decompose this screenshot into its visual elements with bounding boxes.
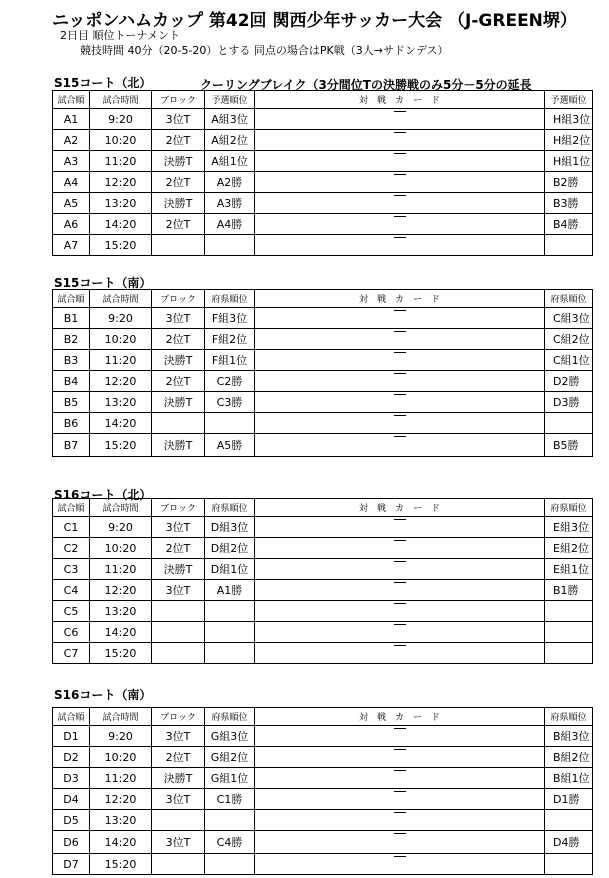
- right-team-cell: H組1位: [545, 151, 593, 172]
- right-team-cell: [545, 601, 593, 622]
- block-cell: 3位T: [152, 517, 205, 538]
- versus-dash: [394, 603, 406, 604]
- versus-dash: [394, 582, 406, 583]
- column-header: 対 戦 カ ー ド: [255, 708, 545, 726]
- versus-dash: [394, 195, 406, 196]
- block-cell: [152, 622, 205, 643]
- versus-dash: [394, 540, 406, 541]
- versus-dash: [394, 352, 406, 353]
- block-cell: 2位T: [152, 747, 205, 768]
- match-card-cell: [255, 235, 545, 256]
- match-time: 13:20: [90, 392, 152, 413]
- table-row: [53, 517, 593, 538]
- block-cell: 2位T: [152, 172, 205, 193]
- left-team-cell: F組1位: [205, 350, 255, 371]
- block-cell: 3位T: [152, 831, 205, 854]
- versus-dash: [394, 237, 406, 238]
- table-row: [53, 130, 593, 151]
- versus-dash: [394, 833, 406, 834]
- match-number: D2: [53, 747, 90, 768]
- match-number: A1: [53, 109, 90, 130]
- match-time: 14:20: [90, 214, 152, 235]
- table-row: [53, 789, 593, 810]
- match-card-cell: [255, 308, 545, 329]
- versus-dash: [394, 310, 406, 311]
- match-time: 15:20: [90, 643, 152, 664]
- block-cell: 2位T: [152, 214, 205, 235]
- left-team-cell: G組3位: [205, 726, 255, 747]
- schedule-table: [52, 498, 593, 664]
- right-team-cell: [545, 810, 593, 831]
- cooling-break-note: クーリングブレイク（3分間位Tの決勝戦のみ5分－5分の延長: [200, 78, 532, 92]
- block-cell: 決勝T: [152, 392, 205, 413]
- left-team-cell: [205, 622, 255, 643]
- match-time: 11:20: [90, 768, 152, 789]
- right-team-cell: B2勝: [545, 172, 593, 193]
- column-header: 試合時間: [90, 91, 152, 109]
- versus-dash: [394, 331, 406, 332]
- match-time: 15:20: [90, 235, 152, 256]
- versus-dash: [394, 111, 406, 112]
- block-cell: 決勝T: [152, 559, 205, 580]
- right-team-cell: H組3位: [545, 109, 593, 130]
- match-number: A6: [53, 214, 90, 235]
- match-time: 10:20: [90, 538, 152, 559]
- table-row: [53, 434, 593, 457]
- match-number: C2: [53, 538, 90, 559]
- schedule-table: [52, 707, 593, 875]
- left-team-cell: A5勝: [205, 434, 255, 457]
- table-header-row: [53, 91, 593, 109]
- table-header-row: [53, 499, 593, 517]
- column-header: 予選順位: [205, 91, 255, 109]
- block-cell: [152, 235, 205, 256]
- block-cell: 決勝T: [152, 768, 205, 789]
- table-row: [53, 413, 593, 434]
- match-card-cell: [255, 130, 545, 151]
- right-team-cell: B1勝: [545, 580, 593, 601]
- match-time: 9:20: [90, 517, 152, 538]
- versus-dash: [394, 791, 406, 792]
- block-cell: [152, 601, 205, 622]
- block-cell: 3位T: [152, 580, 205, 601]
- right-team-cell: [545, 413, 593, 434]
- right-team-cell: B5勝: [545, 434, 593, 457]
- left-team-cell: F組3位: [205, 308, 255, 329]
- match-time: 12:20: [90, 172, 152, 193]
- match-number: D3: [53, 768, 90, 789]
- block-cell: [152, 643, 205, 664]
- document-title: ニッポンハムカップ 第42回 関西少年サッカー大会 （J-GREEN堺）: [52, 11, 577, 31]
- left-team-cell: F組2位: [205, 329, 255, 350]
- match-card-cell: [255, 214, 545, 235]
- match-time: 10:20: [90, 747, 152, 768]
- block-cell: [152, 810, 205, 831]
- column-header: 対 戦 カ ー ド: [255, 499, 545, 517]
- left-team-cell: D組3位: [205, 517, 255, 538]
- court-label: S16コート（南）: [54, 688, 152, 702]
- match-card-cell: [255, 726, 545, 747]
- match-number: B5: [53, 392, 90, 413]
- column-header: 対 戦 カ ー ド: [255, 290, 545, 308]
- left-team-cell: A組3位: [205, 109, 255, 130]
- match-time: 15:20: [90, 434, 152, 457]
- schedule-table: [52, 90, 593, 256]
- left-team-cell: A3勝: [205, 193, 255, 214]
- versus-dash: [394, 174, 406, 175]
- table-row: [53, 559, 593, 580]
- column-header: 試合時間: [90, 290, 152, 308]
- table-row: [53, 172, 593, 193]
- left-team-cell: C1勝: [205, 789, 255, 810]
- match-card-cell: [255, 768, 545, 789]
- match-number: A7: [53, 235, 90, 256]
- column-header: 試合時間: [90, 499, 152, 517]
- match-card-cell: [255, 193, 545, 214]
- table-row: [53, 831, 593, 854]
- versus-dash: [394, 436, 406, 437]
- match-rules-line: 競技時間 40分（20-5-20）とする 同点の場合はPK戦（3人→サドンデス）: [80, 44, 449, 57]
- match-card-cell: [255, 643, 545, 664]
- match-card-cell: [255, 747, 545, 768]
- match-number: C7: [53, 643, 90, 664]
- match-card-cell: [255, 172, 545, 193]
- block-cell: 決勝T: [152, 434, 205, 457]
- column-header: 試合順: [53, 91, 90, 109]
- versus-dash: [394, 749, 406, 750]
- match-card-cell: [255, 329, 545, 350]
- match-number: A4: [53, 172, 90, 193]
- match-number: B3: [53, 350, 90, 371]
- left-team-cell: [205, 854, 255, 875]
- left-team-cell: G組1位: [205, 768, 255, 789]
- match-number: D1: [53, 726, 90, 747]
- left-team-cell: D組1位: [205, 559, 255, 580]
- right-team-cell: D4勝: [545, 831, 593, 854]
- block-cell: 2位T: [152, 538, 205, 559]
- table-row: [53, 580, 593, 601]
- table-row: [53, 810, 593, 831]
- left-team-cell: C2勝: [205, 371, 255, 392]
- right-team-cell: D1勝: [545, 789, 593, 810]
- block-cell: [152, 413, 205, 434]
- left-team-cell: A1勝: [205, 580, 255, 601]
- match-card-cell: [255, 517, 545, 538]
- table-row: [53, 329, 593, 350]
- right-team-cell: C組2位: [545, 329, 593, 350]
- versus-dash: [394, 415, 406, 416]
- match-time: 14:20: [90, 413, 152, 434]
- block-cell: 3位T: [152, 789, 205, 810]
- left-team-cell: A2勝: [205, 172, 255, 193]
- versus-dash: [394, 812, 406, 813]
- versus-dash: [394, 373, 406, 374]
- table-row: [53, 109, 593, 130]
- court-label: S16コート（北）: [54, 488, 152, 502]
- table-row: [53, 308, 593, 329]
- column-header: ブロック: [152, 290, 205, 308]
- match-card-cell: [255, 559, 545, 580]
- column-header: 対 戦 カ ー ド: [255, 91, 545, 109]
- match-number: B4: [53, 371, 90, 392]
- block-cell: 決勝T: [152, 350, 205, 371]
- match-number: B7: [53, 434, 90, 457]
- left-team-cell: A4勝: [205, 214, 255, 235]
- left-team-cell: [205, 413, 255, 434]
- versus-dash: [394, 728, 406, 729]
- versus-dash: [394, 132, 406, 133]
- schedule-table: [52, 289, 593, 457]
- match-card-cell: [255, 601, 545, 622]
- column-header: 試合順: [53, 499, 90, 517]
- match-card-cell: [255, 538, 545, 559]
- match-number: D6: [53, 831, 90, 854]
- right-team-cell: H組2位: [545, 130, 593, 151]
- match-card-cell: [255, 350, 545, 371]
- match-time: 15:20: [90, 854, 152, 875]
- right-team-cell: D3勝: [545, 392, 593, 413]
- match-time: 13:20: [90, 193, 152, 214]
- table-row: [53, 151, 593, 172]
- match-card-cell: [255, 789, 545, 810]
- match-card-cell: [255, 413, 545, 434]
- versus-dash: [394, 153, 406, 154]
- match-number: C3: [53, 559, 90, 580]
- match-time: 11:20: [90, 350, 152, 371]
- column-header: 試合時間: [90, 708, 152, 726]
- versus-dash: [394, 856, 406, 857]
- court-label: S15コート（南）: [54, 276, 152, 290]
- match-card-cell: [255, 854, 545, 875]
- block-cell: 2位T: [152, 329, 205, 350]
- column-header: 試合順: [53, 290, 90, 308]
- right-team-cell: B組2位: [545, 747, 593, 768]
- versus-dash: [394, 394, 406, 395]
- block-cell: 3位T: [152, 308, 205, 329]
- versus-dash: [394, 216, 406, 217]
- match-time: 11:20: [90, 151, 152, 172]
- table-row: [53, 214, 593, 235]
- block-cell: 決勝T: [152, 151, 205, 172]
- left-team-cell: C4勝: [205, 831, 255, 854]
- block-cell: 2位T: [152, 130, 205, 151]
- match-number: D7: [53, 854, 90, 875]
- table-header-row: [53, 290, 593, 308]
- match-number: B6: [53, 413, 90, 434]
- column-header: ブロック: [152, 499, 205, 517]
- match-time: 12:20: [90, 580, 152, 601]
- table-row: [53, 601, 593, 622]
- table-row: [53, 622, 593, 643]
- column-header: 府県順位: [545, 499, 593, 517]
- right-team-cell: [545, 235, 593, 256]
- column-header: 予選順位: [545, 91, 593, 109]
- column-header: 府県順位: [205, 708, 255, 726]
- match-time: 13:20: [90, 601, 152, 622]
- versus-dash: [394, 770, 406, 771]
- match-time: 9:20: [90, 308, 152, 329]
- column-header: 府県順位: [545, 708, 593, 726]
- right-team-cell: [545, 622, 593, 643]
- left-team-cell: C3勝: [205, 392, 255, 413]
- match-time: 10:20: [90, 130, 152, 151]
- match-number: D5: [53, 810, 90, 831]
- match-card-cell: [255, 622, 545, 643]
- left-team-cell: [205, 601, 255, 622]
- match-number: B2: [53, 329, 90, 350]
- match-card-cell: [255, 109, 545, 130]
- right-team-cell: [545, 643, 593, 664]
- match-time: 14:20: [90, 831, 152, 854]
- right-team-cell: C組1位: [545, 350, 593, 371]
- match-number: C5: [53, 601, 90, 622]
- table-row: [53, 350, 593, 371]
- right-team-cell: [545, 854, 593, 875]
- match-card-cell: [255, 392, 545, 413]
- table-row: [53, 392, 593, 413]
- right-team-cell: B組3位: [545, 726, 593, 747]
- right-team-cell: D2勝: [545, 371, 593, 392]
- match-number: A2: [53, 130, 90, 151]
- match-number: A5: [53, 193, 90, 214]
- table-row: [53, 235, 593, 256]
- table-row: [53, 726, 593, 747]
- column-header: ブロック: [152, 708, 205, 726]
- match-number: C6: [53, 622, 90, 643]
- match-number: B1: [53, 308, 90, 329]
- versus-dash: [394, 561, 406, 562]
- match-time: 11:20: [90, 559, 152, 580]
- block-cell: [152, 854, 205, 875]
- day-tournament-line: 2日目 順位トーナメント: [60, 29, 181, 42]
- match-card-cell: [255, 371, 545, 392]
- table-row: [53, 193, 593, 214]
- column-header: 府県順位: [205, 499, 255, 517]
- right-team-cell: E組1位: [545, 559, 593, 580]
- right-team-cell: C組3位: [545, 308, 593, 329]
- left-team-cell: G組2位: [205, 747, 255, 768]
- match-card-cell: [255, 434, 545, 457]
- match-time: 9:20: [90, 726, 152, 747]
- match-number: A3: [53, 151, 90, 172]
- table-row: [53, 643, 593, 664]
- left-team-cell: D組2位: [205, 538, 255, 559]
- column-header: 試合順: [53, 708, 90, 726]
- match-card-cell: [255, 810, 545, 831]
- left-team-cell: [205, 643, 255, 664]
- right-team-cell: B3勝: [545, 193, 593, 214]
- match-time: 12:20: [90, 789, 152, 810]
- match-number: D4: [53, 789, 90, 810]
- match-number: C4: [53, 580, 90, 601]
- block-cell: 2位T: [152, 371, 205, 392]
- match-card-cell: [255, 831, 545, 854]
- right-team-cell: B組1位: [545, 768, 593, 789]
- court-label: S15コート（北）: [54, 76, 152, 90]
- right-team-cell: E組2位: [545, 538, 593, 559]
- left-team-cell: [205, 810, 255, 831]
- right-team-cell: B4勝: [545, 214, 593, 235]
- column-header: 府県順位: [205, 290, 255, 308]
- column-header: 府県順位: [545, 290, 593, 308]
- match-number: C1: [53, 517, 90, 538]
- versus-dash: [394, 624, 406, 625]
- match-time: 9:20: [90, 109, 152, 130]
- match-card-cell: [255, 151, 545, 172]
- versus-dash: [394, 645, 406, 646]
- match-time: 10:20: [90, 329, 152, 350]
- versus-dash: [394, 519, 406, 520]
- block-cell: 3位T: [152, 109, 205, 130]
- match-time: 14:20: [90, 622, 152, 643]
- table-header-row: [53, 708, 593, 726]
- column-header: ブロック: [152, 91, 205, 109]
- left-team-cell: A組2位: [205, 130, 255, 151]
- table-row: [53, 768, 593, 789]
- table-row: [53, 747, 593, 768]
- block-cell: 決勝T: [152, 193, 205, 214]
- block-cell: 3位T: [152, 726, 205, 747]
- left-team-cell: [205, 235, 255, 256]
- right-team-cell: E組3位: [545, 517, 593, 538]
- table-row: [53, 371, 593, 392]
- left-team-cell: A組1位: [205, 151, 255, 172]
- table-row: [53, 538, 593, 559]
- match-time: 12:20: [90, 371, 152, 392]
- match-time: 13:20: [90, 810, 152, 831]
- match-card-cell: [255, 580, 545, 601]
- table-row: [53, 854, 593, 875]
